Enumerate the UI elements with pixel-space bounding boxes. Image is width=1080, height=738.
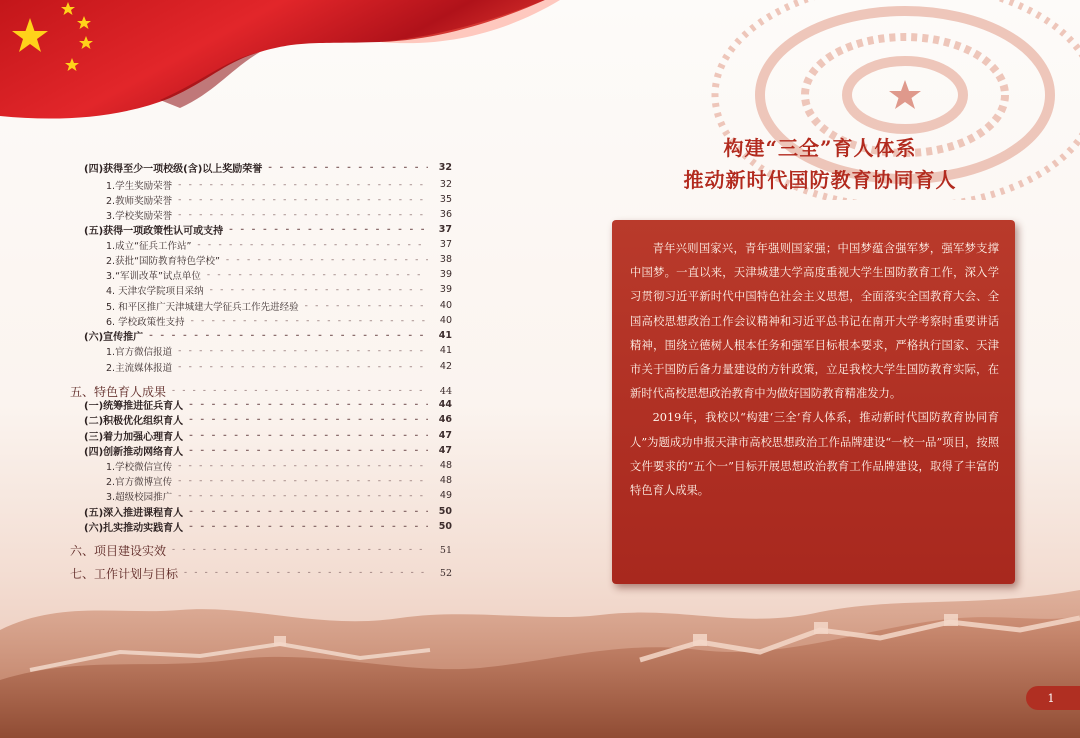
toc-entry-label: 2.获批“国防教育特色学校” bbox=[106, 255, 220, 267]
toc-entry-label: (六)宣传推广 bbox=[84, 332, 144, 343]
toc-leader-dots bbox=[178, 491, 428, 501]
toc-entry-label: 五、特色育人成果 bbox=[70, 384, 167, 399]
toc-entry[interactable] bbox=[106, 313, 452, 328]
toc-entry[interactable] bbox=[84, 222, 452, 237]
toc-entry[interactable] bbox=[84, 519, 452, 534]
toc-leader-dots bbox=[189, 507, 428, 517]
toc-entry-label: 3.学校奖励荣誉 bbox=[106, 210, 173, 222]
toc-entry-page-number: 36 bbox=[439, 209, 452, 220]
toc-entry[interactable] bbox=[106, 473, 452, 488]
toc-leader-dots bbox=[191, 316, 428, 326]
toc-entry-page-number: 42 bbox=[439, 361, 452, 372]
toc-entry-label: (四)创新推动网络育人 bbox=[84, 447, 184, 458]
toc-entry[interactable] bbox=[84, 160, 452, 175]
toc-entry-label: (三)着力加强心理育人 bbox=[84, 432, 184, 443]
toc-entry-label: (四)获得至少一项校级(含)以上奖励荣誉 bbox=[84, 164, 263, 175]
toc-leader-dots bbox=[178, 476, 428, 486]
toc-entry-page-number: 44 bbox=[439, 385, 452, 397]
toc-entry-page-number: 41 bbox=[438, 330, 452, 341]
toc-entry[interactable] bbox=[106, 298, 452, 313]
toc-entry-label: 六、项目建设实效 bbox=[70, 543, 167, 558]
toc-entry[interactable] bbox=[84, 428, 452, 443]
toc-entry-label: 1.官方微信报道 bbox=[106, 346, 173, 358]
toc-entry-page-number: 32 bbox=[438, 162, 452, 173]
toc-entry-label: 1.学生奖励荣誉 bbox=[106, 180, 173, 192]
toc-leader-dots bbox=[197, 240, 428, 250]
toc-entry-label: 2.主流媒体报道 bbox=[106, 362, 173, 374]
toc-entry-page-number: 52 bbox=[439, 567, 452, 579]
toc-entry-label: 5. 和平区推广天津城建大学征兵工作先进经验 bbox=[106, 301, 299, 313]
toc-entry[interactable] bbox=[106, 207, 452, 222]
toc-entry[interactable] bbox=[106, 282, 452, 297]
intro-paragraph-2: 2019年，我校以“构建‘三全’育人体系，推动新时代国防教育协同育人”为题成功申报天津市高校思想政治工作品牌建设“一校一品”项目，按照文件要求的“五个一”目标开展思想政治教育工作品牌建设，取得了丰富的特色育人成果。 bbox=[630, 411, 999, 498]
toc-leader-dots bbox=[226, 255, 428, 265]
page-number-badge: 1 bbox=[1026, 686, 1080, 710]
toc-leader-dots bbox=[172, 545, 428, 555]
toc-entry-page-number: 44 bbox=[438, 399, 452, 410]
toc-leader-dots bbox=[178, 180, 428, 190]
toc-entry[interactable] bbox=[106, 267, 452, 282]
toc-entry[interactable] bbox=[106, 252, 452, 267]
toc-entry-page-number: 51 bbox=[439, 544, 452, 556]
toc-entry[interactable] bbox=[84, 397, 452, 412]
intro-text-box bbox=[612, 220, 1015, 584]
toc-entry[interactable] bbox=[106, 458, 452, 473]
toc-leader-dots bbox=[305, 301, 428, 311]
toc-entry[interactable] bbox=[106, 177, 452, 192]
toc-entry-label: (六)扎实推动实践育人 bbox=[84, 523, 184, 534]
toc-entry[interactable] bbox=[106, 343, 452, 358]
toc-entry-page-number: 41 bbox=[439, 345, 452, 356]
page-title-line-1: 构建“三全”育人体系 bbox=[723, 136, 917, 160]
toc-leader-dots bbox=[184, 568, 428, 578]
toc-leader-dots bbox=[189, 522, 428, 532]
toc-entry-page-number: 40 bbox=[439, 315, 452, 326]
toc-entry-label: 4. 天津农学院项目采纳 bbox=[106, 285, 204, 297]
toc-entry[interactable] bbox=[84, 443, 452, 458]
toc-entry-page-number: 46 bbox=[438, 414, 452, 425]
toc-entry-page-number: 37 bbox=[439, 239, 452, 250]
toc-leader-dots bbox=[178, 210, 428, 220]
toc-entry-page-number: 49 bbox=[439, 490, 452, 501]
toc-leader-dots bbox=[189, 431, 428, 441]
toc-leader-dots bbox=[189, 400, 428, 410]
toc-entry-label: 3.“军训改革”试点单位 bbox=[106, 270, 201, 282]
toc-entry-label: 3.超级校园推广 bbox=[106, 491, 173, 503]
toc-entry-page-number: 39 bbox=[439, 284, 452, 295]
toc-entry-page-number: 48 bbox=[439, 475, 452, 486]
great-wall-landscape-decoration bbox=[0, 560, 1080, 738]
toc-entry-page-number: 47 bbox=[438, 430, 452, 441]
toc-leader-dots bbox=[207, 270, 428, 280]
toc-leader-dots bbox=[210, 285, 428, 295]
toc-entry-label: 2.教师奖励荣誉 bbox=[106, 195, 173, 207]
toc-entry-label: 1.成立“征兵工作站” bbox=[106, 240, 192, 252]
toc-entry-page-number: 47 bbox=[438, 445, 452, 456]
toc-entry-page-number: 39 bbox=[439, 269, 452, 280]
toc-entry[interactable] bbox=[84, 504, 452, 519]
intro-paragraph-1: 青年兴则国家兴，青年强则国家强；中国梦蕴含强军梦，强军梦支撑中国梦。一直以来，天津城建大学高度重视大学生国防教育工作，深入学习贯彻习近平新时代中国特色社会主义思想，全面落实全国教育大会、全国高校思想政治工作会议精神和习近平总书记在南开大学考察时重要讲话精神，围绕立德树人根本任务和强军目标根本要求，严格执行国家、天津市关于国防后备力量建设的方针政策，立足我校大学生国防教育实际，在新时代高校思想政治教育中为做好国防教育精准发力。 bbox=[630, 242, 999, 401]
toc-entry-page-number: 50 bbox=[438, 506, 452, 517]
toc-entry-label: 6. 学校政策性支持 bbox=[106, 316, 185, 328]
toc-leader-dots bbox=[229, 225, 428, 235]
toc-entry-label: (二)积极优化组织育人 bbox=[84, 416, 184, 427]
toc-entry-label: 2.官方微博宣传 bbox=[106, 476, 173, 488]
toc-leader-dots bbox=[178, 362, 428, 372]
toc-entry-page-number: 50 bbox=[438, 521, 452, 532]
toc-leader-dots bbox=[189, 415, 428, 425]
toc-entry[interactable] bbox=[84, 328, 452, 343]
toc-entry-page-number: 35 bbox=[439, 194, 452, 205]
toc-entry-page-number: 37 bbox=[438, 224, 452, 235]
toc-entry[interactable] bbox=[106, 359, 452, 374]
toc-leader-dots bbox=[268, 163, 428, 173]
toc-entry[interactable] bbox=[70, 541, 452, 559]
page-title-line-2: 推动新时代国防教育协同育人 bbox=[683, 168, 957, 192]
toc-leader-dots bbox=[178, 195, 428, 205]
toc-entry[interactable] bbox=[106, 488, 452, 503]
toc-leader-dots bbox=[178, 461, 428, 471]
red-flag-decoration bbox=[0, 0, 560, 130]
toc-leader-dots bbox=[149, 331, 428, 341]
toc-entry-label: 七、工作计划与目标 bbox=[70, 566, 179, 581]
toc-entry-page-number: 48 bbox=[439, 460, 452, 471]
toc-entry[interactable] bbox=[106, 237, 452, 252]
toc-entry-label: (一)统筹推进征兵育人 bbox=[84, 401, 184, 412]
emblem-star-icon bbox=[889, 80, 921, 109]
toc-leader-dots bbox=[172, 386, 428, 396]
toc-entry-label: (五)深入推进课程育人 bbox=[84, 508, 184, 519]
toc-entry[interactable] bbox=[84, 412, 452, 427]
toc-entry-page-number: 40 bbox=[439, 300, 452, 311]
toc-leader-dots bbox=[189, 446, 428, 456]
toc-entry[interactable] bbox=[106, 192, 452, 207]
toc-entry[interactable] bbox=[70, 564, 452, 582]
toc-entry-page-number: 32 bbox=[439, 179, 452, 190]
toc-entry-label: 1.学校微信宣传 bbox=[106, 461, 173, 473]
toc-entry-label: (五)获得一项政策性认可或支持 bbox=[84, 226, 224, 237]
toc-entry-page-number: 38 bbox=[439, 254, 452, 265]
toc-leader-dots bbox=[178, 346, 428, 356]
